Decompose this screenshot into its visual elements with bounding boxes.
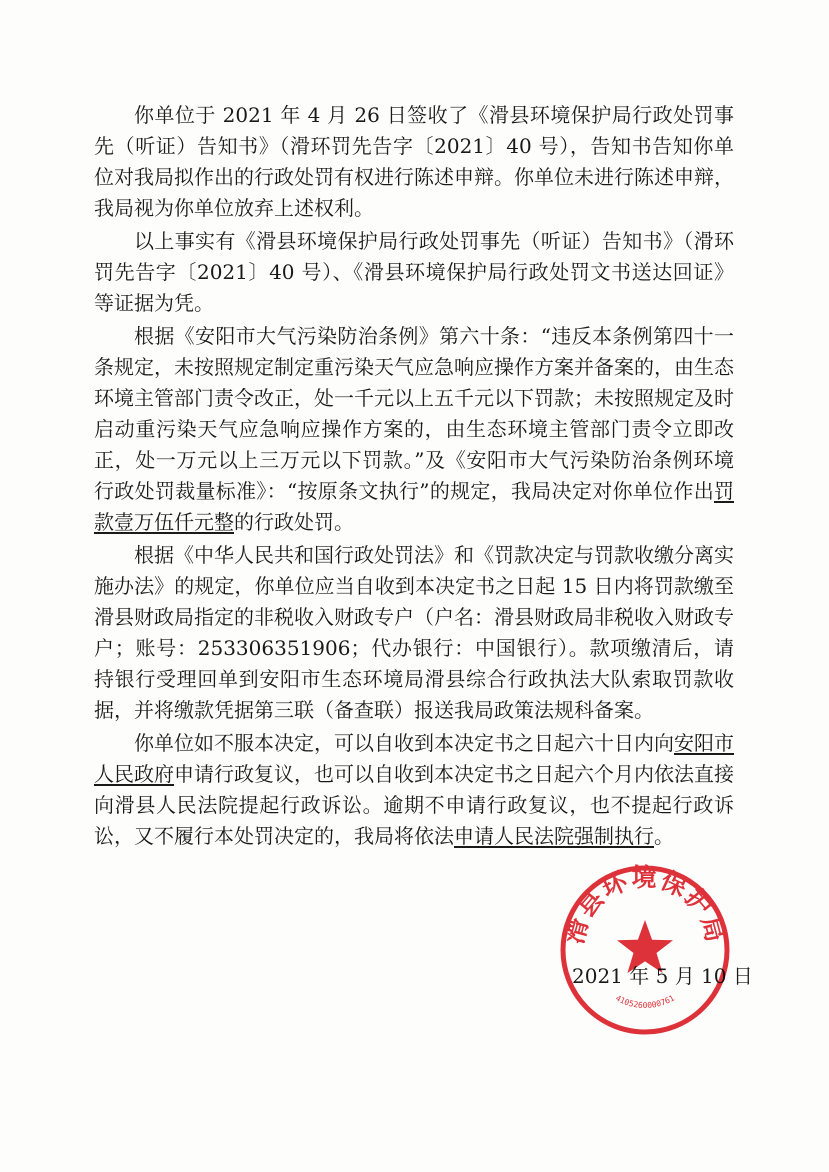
seal-code: 4105260000761: [614, 993, 676, 1010]
seal-org-name: 滑县环境保护局: [559, 863, 731, 947]
paragraph-legal-basis: 根据《安阳市大气污染防治条例》第六十条：“违反本条例第四十一条规定，未按照规定制定重污染天气应急响应操作方案并备案的，由生态环境主管部门责令改正，处一千元以上五千元以下罚款；未按照规定及时启动重污染天气应急响应操作方案的，由生态环境主管部门责令立即改正，处一万元以上三万元以下罚款。”及《安阳市大气污染防治条例环境行政处罚裁量标准》：“按原条文执行”的规定，我局决定对你单位作出罚款壹万伍仟元整的行政处罚。: [94, 324, 734, 534]
paragraph-evidence: 以上事实有《滑县环境保护局行政处罚事先（听证）告知书》（滑环罚先告字〔2021〕40 号）、《滑县环境保护局行政处罚文书送达回证》等证据为凭。: [94, 229, 734, 315]
seal-star-icon: [617, 920, 673, 973]
official-seal: [555, 860, 735, 1040]
issue-date: 2021 年 5 月 10 日: [572, 964, 753, 988]
penalty-amount: 罚款壹万伍仟元整: [94, 479, 734, 534]
decision-body: [94, 100, 734, 854]
review-authority: 安阳市人民政府: [94, 731, 734, 786]
paragraph-appeal: 你单位如不服本决定，可以自收到本决定书之日起六十日内向安阳市人民政府申请行政复议，也可以自收到本决定书之日起六个月内依法直接向滑县人民法院提起行政诉讼。逾期不申请行政复议，也不提起行政诉讼，又不履行本处罚决定的，我局将依法申请人民法院强制执行。: [94, 731, 734, 848]
paragraph-acknowledgement: 你单位于 2021 年 4 月 26 日签收了《滑县环境保护局行政处罚事先（听证）告知书》（滑环罚先告字〔2021〕40 号），告知书告知你单位对我局拟作出的行政处罚有权进行陈述申辩。你单位未进行陈述申辩，我局视为你单位放弃上述权利。: [94, 103, 734, 220]
enforcement-clause: 申请人民法院强制执行: [454, 824, 654, 848]
paragraph-payment: 根据《中华人民共和国行政处罚法》和《罚款决定与罚款收缴分离实施办法》的规定，你单位应当自收到本决定书之日起 15 日内将罚款缴至滑县财政局指定的非税收入财政专户（户名：滑县财政局非税收入财政专户；账号：253306351906；代办银行：中国银行）。款项缴清后，请持银行受理回单到安阳市生态环境局滑县综合行政执法大队索取罚款收据，并将缴款凭据第三联（备查联）报送我局政策法规科备案。: [94, 543, 734, 722]
